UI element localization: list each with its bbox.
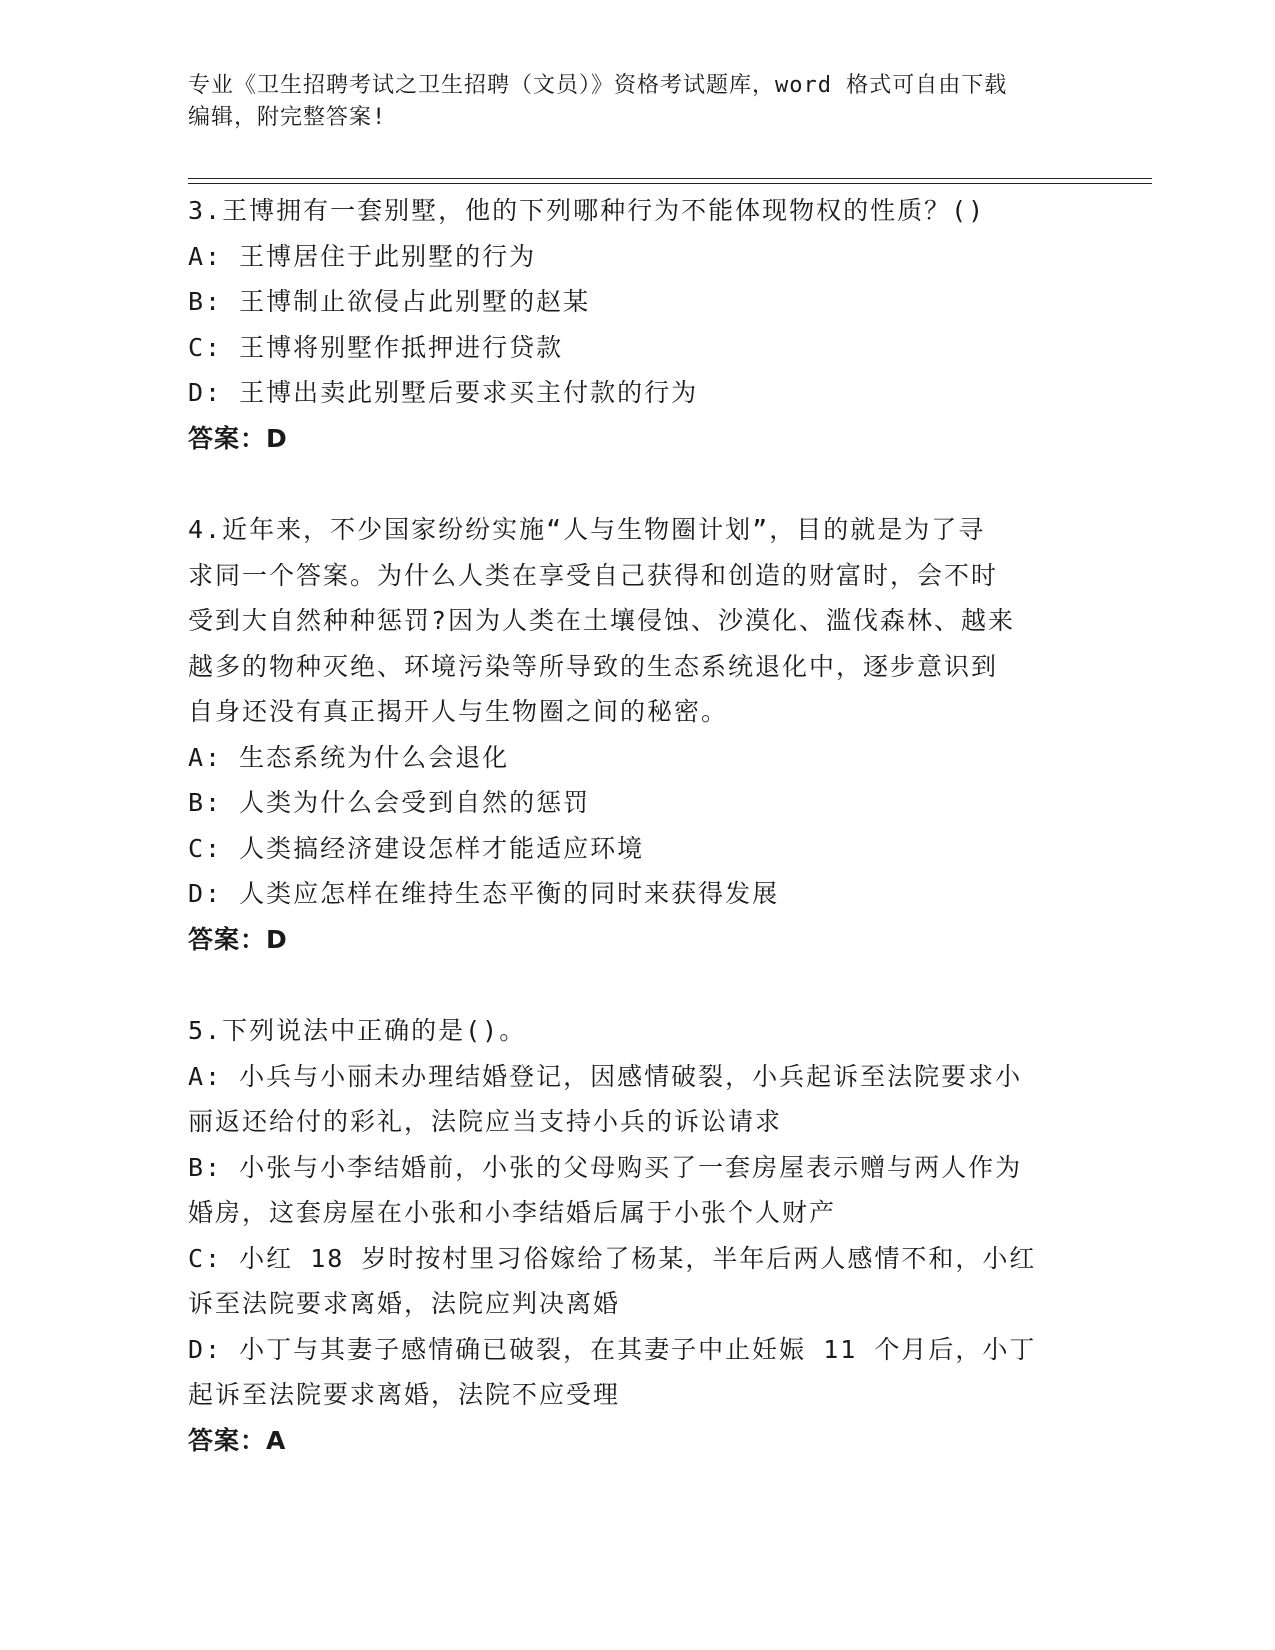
answer-label: 答案：A: [188, 1425, 287, 1455]
option-a: A: 生态系统为什么会退化: [188, 742, 510, 772]
option-d: D: 王博出卖此别墅后要求买主付款的行为: [188, 378, 699, 407]
question-list: [188, 188, 1088, 1509]
question-stem-line: 越多的物种灭绝、环境污染等所导致的生态系统退化中，逐步意识到: [188, 651, 999, 681]
answer-label: 答案：D: [188, 924, 288, 954]
option-a-continued: 丽返还给付的彩礼，法院应当支持小兵的诉讼请求: [188, 1107, 783, 1136]
question-stem-line: 自身还没有真正揭开人与生物圈之间的秘密。: [188, 697, 729, 726]
option-c-continued: 诉至法院要求离婚，法院应判决离婚: [188, 1289, 621, 1318]
option-c: C: 小红 18 岁时按村里习俗嫁给了杨某，半年后两人感情不和，小红: [188, 1243, 1037, 1273]
option-d-continued: 起诉至法院要求离婚，法院不应受理: [188, 1380, 621, 1409]
option-d: D: 小丁与其妻子感情确已破裂，在其妻子中止妊娠 11 个月后，小丁: [188, 1334, 1037, 1364]
question-5: [188, 1008, 1088, 1463]
option-b: B: 人类为什么会受到自然的惩罚: [188, 788, 591, 817]
header-divider-top: [188, 178, 1152, 179]
question-3: [188, 188, 1088, 461]
header-line-1: 专业《卫生招聘考试之卫生招聘（文员）》资格考试题库，word 格式可自由下载: [188, 73, 1008, 98]
option-b: B: 小张与小李结婚前，小张的父母购买了一套房屋表示赠与两人作为: [188, 1152, 1023, 1182]
option-d: D: 人类应怎样在维持生态平衡的同时来获得发展: [188, 879, 780, 908]
option-a: A: 王博居住于此别墅的行为: [188, 241, 537, 271]
option-c: C: 王博将别墅作抵押进行贷款: [188, 332, 564, 362]
option-b: B: 王博制止欲侵占此别墅的赵某: [188, 287, 591, 316]
option-b-continued: 婚房，这套房屋在小张和小李结婚后属于小张个人财产: [188, 1198, 837, 1227]
header-line-2: 编辑，附完整答案!: [188, 105, 387, 130]
question-stem: 3.王博拥有一套别墅，他的下列哪种行为不能体现物权的性质？(): [188, 196, 986, 225]
answer-label: 答案：D: [188, 423, 288, 453]
question-stem-line: 求同一个答案。为什么人类在享受自己获得和创造的财富时，会不时: [188, 560, 999, 590]
document-header: [188, 70, 1068, 134]
question-stem-line: 受到大自然种种惩罚?因为人类在土壤侵蚀、沙漠化、滥伐森林、越来: [188, 606, 1016, 635]
header-divider-bottom: [188, 183, 1152, 184]
option-c: C: 人类搞经济建设怎样才能适应环境: [188, 833, 645, 863]
question-4: [188, 507, 1088, 962]
question-stem: 5.下列说法中正确的是()。: [188, 1016, 527, 1045]
question-stem-line: 4.近年来，不少国家纷纷实施“人与生物圈计划”，目的就是为了寻: [188, 515, 986, 544]
option-a: A: 小兵与小丽未办理结婚登记，因感情破裂，小兵起诉至法院要求小: [188, 1061, 1023, 1091]
